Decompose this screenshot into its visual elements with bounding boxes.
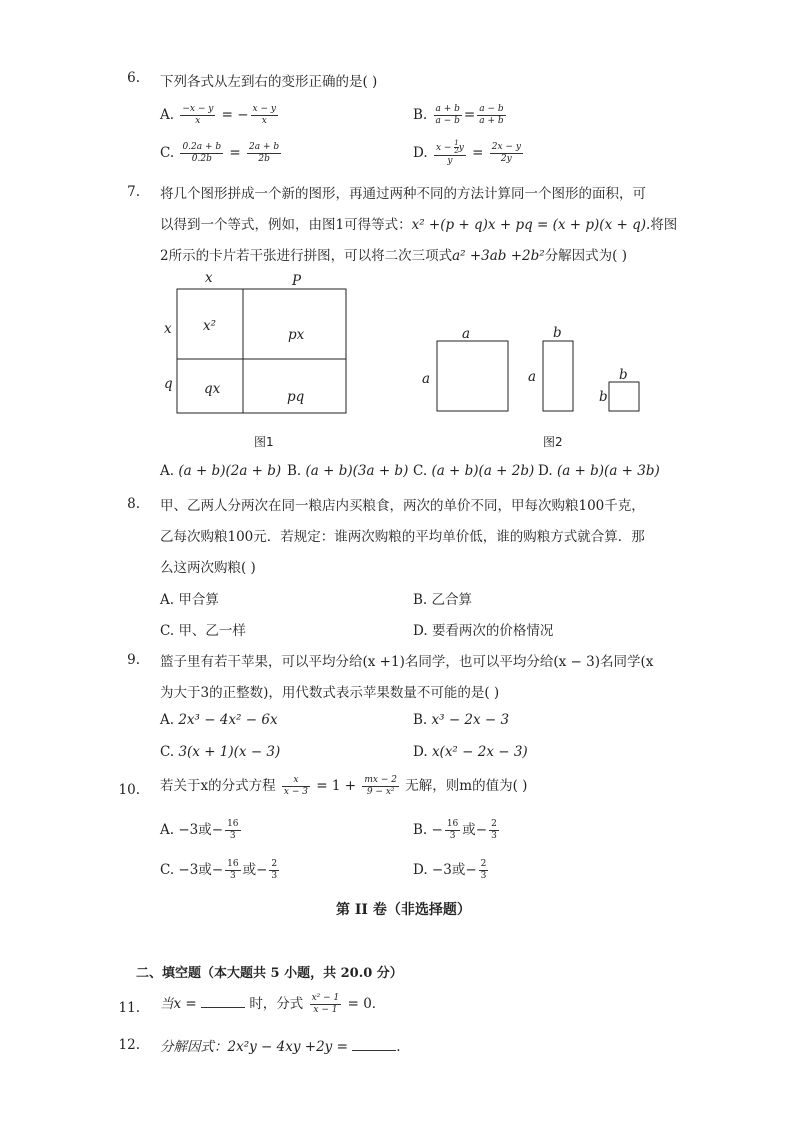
option-expr: (a + b)(a + 2b) [431, 463, 535, 479]
option-expr: (a + b)(3a + b) [305, 463, 409, 479]
option-label: B. [287, 463, 302, 479]
q12-stem [160, 1035, 400, 1055]
part-2-title: 第 II 卷（非选择题） [336, 902, 471, 918]
option-expr: 3(x + 1)(x − 3) [178, 744, 281, 760]
q10-stem: 若关于x的分式方程 $\frac{x}{x - 3}$ = 1 + $\frac{mx - 2}{\text{9 − x²}}$ 无解，则m的值为( ) [160, 775, 528, 797]
q7-number: 7. [127, 184, 140, 200]
q11-mid: 时，分式 [249, 996, 304, 1012]
option-text: 要看两次的价格情况 [431, 623, 554, 639]
q8-option-c[interactable] [160, 619, 246, 639]
q7-line2-tail: 将图 [650, 217, 678, 233]
fig1-top-p: P [292, 273, 302, 289]
q6-option-c[interactable]: C. $\frac{0.2a + b}{0.2b}$ = $\frac{2a + b}{2b}$ [160, 142, 280, 164]
q9-option-c[interactable] [160, 744, 280, 760]
fig2-square-b-left: b [599, 389, 608, 405]
fig2-square-b-top: b [619, 367, 628, 383]
option-label: B. [413, 592, 428, 608]
q12-number: 12. [118, 1037, 140, 1053]
q7-line1: 将几个图形拼成一个新的图形，再通过两种不同的方法计算同一个图形的面积，可 [160, 186, 646, 202]
q11-number: 11. [118, 1000, 140, 1016]
q7-option-d[interactable] [538, 463, 660, 479]
fig2-square-a-top: a [462, 326, 471, 342]
q9-option-d[interactable] [413, 744, 528, 760]
q7-line2 [160, 213, 677, 233]
option-label: C. [160, 623, 175, 639]
option-label: A. [160, 463, 175, 479]
q9-line1: 篮子里有若干苹果，可以平均分给(x +1)名同学，也可以平均分给(x − 3)名同学(x [160, 654, 654, 670]
option-label: B. [413, 712, 428, 728]
q6-option-d[interactable]: D. x − $\frac{1}{2}$ y y = $\frac{2x - y}{2y}$ [413, 139, 521, 166]
q10-option-c[interactable]: C. −3或− $\frac{16}{3}$ 或− $\frac{2}{3}$ [160, 859, 278, 881]
q10-option-d[interactable]: D. −3或− $\frac{2}{3}$ [413, 859, 487, 881]
option-label: B. [413, 822, 428, 838]
option-expr: x³ − 2x − 3 [431, 712, 510, 728]
q9-option-b[interactable] [413, 712, 509, 728]
fig2-rect-left: a [528, 369, 537, 385]
q7-line3-tail: 分解因式为( ) [544, 248, 628, 264]
option-expr: x(x² − 2x − 3) [431, 744, 528, 760]
option-label: A. [160, 822, 175, 838]
fig2-rect-top: b [553, 325, 562, 341]
q7-option-a[interactable] [160, 463, 281, 479]
option-expr: (a + b)(a + 3b) [556, 463, 660, 479]
fig1-cell-px: px [288, 327, 305, 343]
q11-tail: = 0． [347, 996, 386, 1012]
figure-1 [160, 268, 360, 448]
option-label: A. [160, 712, 175, 728]
q8-line2: 乙每次购粮100元．若规定：谁两次购粮的平均单价低，谁的购粮方式就合算．那 [160, 529, 645, 545]
option-label: D. [538, 463, 553, 479]
option-label: B. [413, 107, 428, 123]
section-2-heading: 二、填空题（本大题共 5 小题，共 20.0 分） [136, 966, 403, 981]
option-expr: (a + b)(2a + b) [178, 463, 282, 479]
option-text: 甲、乙一样 [178, 623, 246, 639]
fig1-cell-x2: x² [203, 318, 217, 334]
q8-number: 8. [127, 496, 140, 512]
option-label: A. [160, 592, 175, 608]
q7-line3-text: 2所示的卡片若干张进行拼图，可以将二次三项式 [160, 248, 453, 264]
q12-tail: . [396, 1039, 401, 1055]
fig1-cell-pq: pq [287, 389, 305, 405]
fig1-left-x: x [164, 321, 172, 337]
q6-option-a[interactable]: A. $\frac{-x - y}{x}$ = − $\frac{x - y}{x}$ [160, 104, 276, 126]
option-expr: 2x³ − 4x² − 6x [178, 712, 278, 728]
figure-1-diagram [160, 268, 360, 418]
option-label: A. [160, 107, 175, 123]
option-label: D. [413, 744, 428, 760]
q11-answer-blank[interactable] [201, 993, 245, 1008]
option-label: C. [160, 862, 175, 878]
q7-trinomial: a² +3ab +2b² [452, 248, 545, 264]
q9-option-a[interactable] [160, 712, 278, 728]
q11-stem: 当x = 时，分式 $\frac{\text{x² − 1}}{x - 1}$ = 0． [160, 993, 386, 1015]
option-label: D. [413, 623, 428, 639]
figure-2 [415, 322, 655, 448]
q9-number: 9. [127, 652, 140, 668]
q7-line3 [160, 244, 627, 264]
q8-option-a[interactable] [160, 588, 219, 608]
q10-number: 10. [118, 782, 140, 798]
option-label: D. [413, 145, 428, 161]
fig1-top-x: x [205, 270, 213, 286]
q12-text: 分解因式：2x²y − 4xy +2y = [160, 1039, 348, 1055]
q7-equation: x² +(p + q)x + pq = (x + p)(x + q). [411, 217, 651, 233]
option-label: C. [413, 463, 428, 479]
fig1-caption: 图1 [254, 435, 274, 449]
q10-option-a[interactable]: A. −3或− $\frac{16}{3}$ [160, 819, 239, 841]
q7-line2-text: 以得到一个等式，例如，由图1可得等式： [160, 217, 412, 233]
option-label: C. [160, 744, 175, 760]
q8-line3: 么这两次购粮( ) [160, 560, 256, 576]
q11-text: 当x = [160, 996, 197, 1012]
q8-option-b[interactable] [413, 588, 472, 608]
option-label: C. [160, 145, 175, 161]
option-label: D. [413, 862, 428, 878]
q7-option-b[interactable] [287, 463, 408, 479]
fig2-square-a-left: a [422, 371, 431, 387]
q10-stem-tail: 无解，则m的值为( ) [405, 778, 528, 794]
option-text: 乙合算 [431, 592, 473, 608]
q6-number: 6. [127, 70, 140, 86]
q12-answer-blank[interactable] [352, 1036, 396, 1051]
q8-option-d[interactable] [413, 619, 553, 639]
q6-option-b[interactable]: B. $\frac{a + b}{a - b}$ = $\frac{a - b}{a + b}$ [413, 104, 504, 126]
fig2-caption: 图2 [543, 435, 563, 449]
option-text: 甲合算 [178, 592, 219, 608]
q8-line1: 甲、乙两人分两次在同一粮店内买粮食，两次的单价不同，甲每次购粮100千克， [160, 498, 645, 514]
q9-line2: 为大于3的正整数)，用代数式表示苹果数量不可能的是( ) [160, 685, 500, 701]
q10-stem-text: 若关于x的分式方程 [160, 778, 276, 794]
fig1-left-q: q [164, 376, 173, 392]
q7-option-c[interactable] [413, 463, 534, 479]
fig1-cell-qx: qx [204, 381, 221, 397]
q6-stem: 下列各式从左到右的变形正确的是( ) [160, 74, 378, 90]
q10-option-b[interactable]: B. − $\frac{16}{3}$ 或− $\frac{2}{3}$ [413, 819, 497, 841]
